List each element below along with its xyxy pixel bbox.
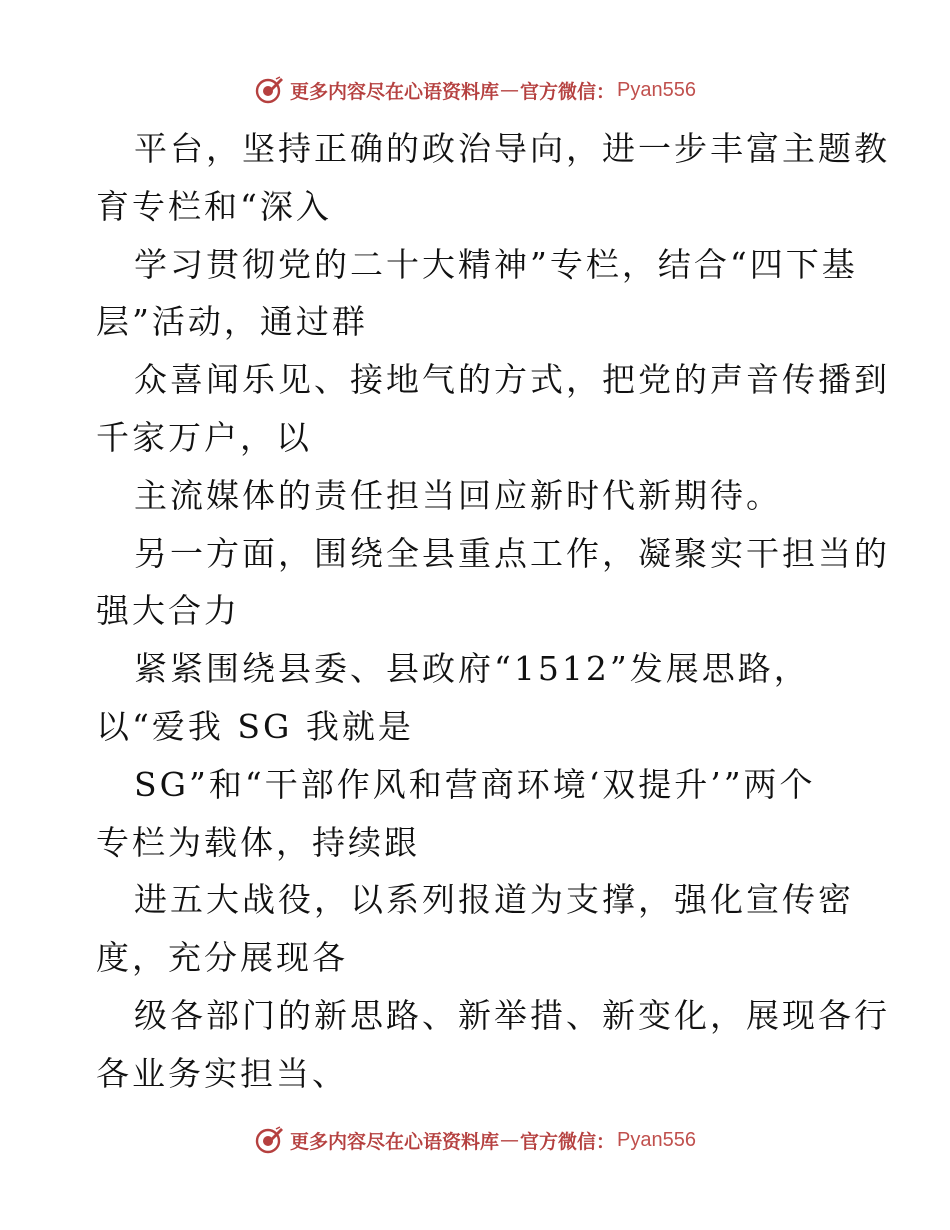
body-line: 紧紧围绕县委、县政府“1512”发展思路， [134, 649, 810, 689]
body-line: 平台，坚持正确的政治导向，进一步丰富主题教 [134, 129, 890, 168]
body-line: 专栏为载体，持续跟 [96, 822, 420, 862]
body-line: 度，充分展现各 [96, 938, 348, 978]
body-line: 千家万户，以 [96, 417, 312, 457]
header-wechat-account: Pyan556 [617, 78, 696, 101]
body-line: 学习贯彻党的二十大精神”专栏，结合“四下基 [134, 244, 858, 284]
body-line: 级各部门的新思路、新举措、新变化，展现各行 [134, 995, 890, 1035]
quill-pen-circle-icon [254, 1125, 284, 1155]
body-line: 进五大战役，以系列报道为支撑，强化宣传密 [134, 880, 854, 920]
footer-watermark-banner [0, 1118, 950, 1162]
body-line: SG”和“干部作风和营商环境‘双提升’”两个 [134, 764, 816, 804]
body-line: 层”活动，通过群 [96, 302, 368, 342]
body-line: 强大合力 [96, 591, 240, 631]
body-line: 主流媒体的责任担当回应新时代新期待。 [134, 475, 782, 515]
header-brand-text: 更多内容尽在心语资料库 [290, 80, 500, 103]
footer-brand-text: 更多内容尽在心语资料库 [290, 1130, 500, 1153]
footer-wechat-label: 官方微信： [520, 1130, 616, 1153]
header-watermark-banner [0, 68, 950, 112]
header-wechat-label: 官方微信： [520, 80, 616, 103]
body-line: 另一方面，围绕全县重点工作，凝聚实干担当的 [134, 533, 890, 573]
body-line: 众喜闻乐见、接地气的方式，把党的声音传播到 [134, 360, 890, 400]
body-line: 以“爱我 SG 我就是 [96, 706, 414, 746]
body-line: 育专栏和“深入 [96, 186, 332, 226]
footer-wechat-account: Pyan556 [617, 1128, 696, 1151]
document-body [96, 120, 890, 1103]
footer-separator: — [500, 1129, 520, 1151]
header-separator: — [500, 79, 520, 101]
body-line: 各业务实担当、 [96, 1053, 348, 1093]
quill-pen-circle-icon [254, 75, 284, 105]
